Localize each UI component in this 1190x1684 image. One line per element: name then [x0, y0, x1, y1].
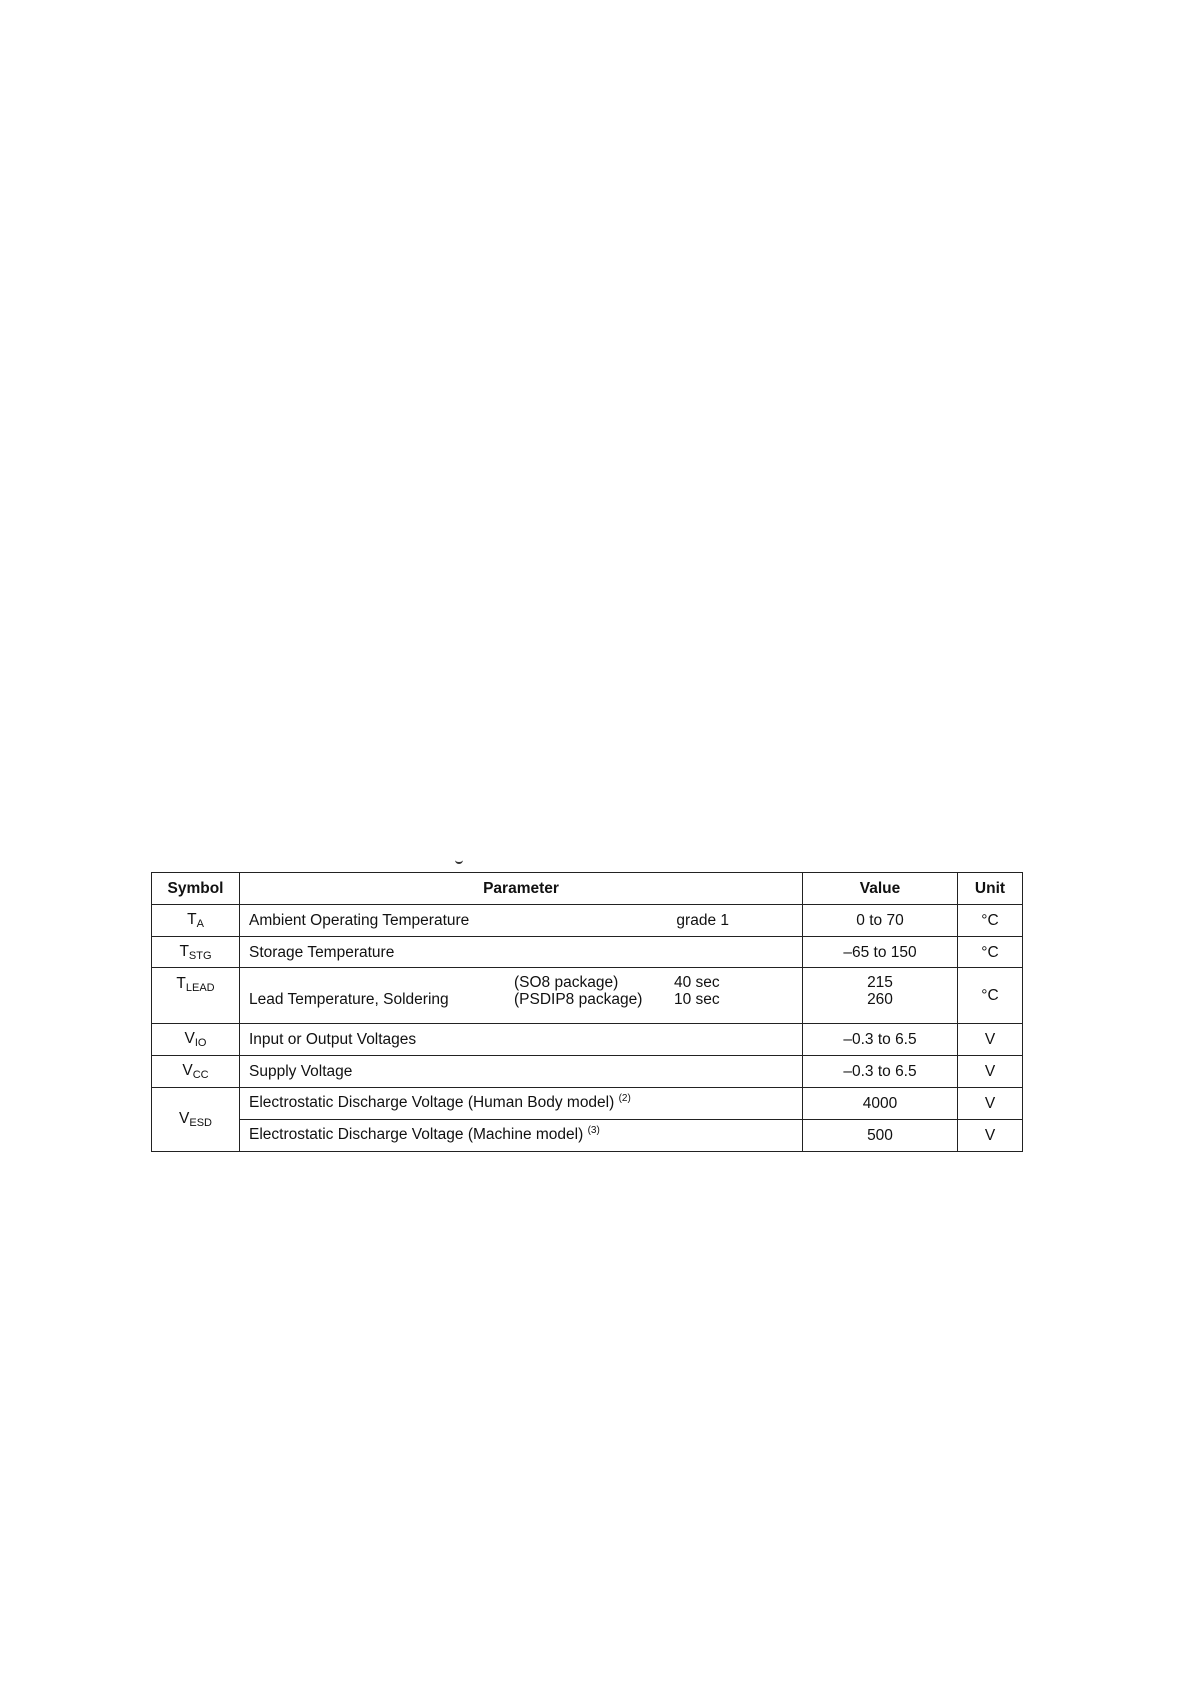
package-so8: (SO8 package): [514, 974, 619, 991]
parameter-cell: [240, 905, 803, 937]
table-row: [152, 1088, 1023, 1120]
symbol-cell: [152, 905, 240, 937]
time-psdip8: 10 sec: [674, 991, 720, 1008]
parameter-cell: Input or Output Voltages: [240, 1024, 803, 1056]
value-cell: 4000: [803, 1088, 958, 1120]
parameter-text: Electrostatic Discharge Voltage (Human Body model): [249, 1094, 615, 1111]
footnote-ref: (3): [587, 1125, 600, 1136]
symbol-cell: [152, 937, 240, 968]
value-cell: –0.3 to 6.5: [803, 1024, 958, 1056]
symbol-main: V: [182, 1062, 193, 1079]
symbol-cell: [152, 968, 240, 1024]
symbol-subscript: LEAD: [185, 982, 215, 994]
parameter-text: Electrostatic Discharge Voltage (Machine model): [249, 1126, 584, 1143]
parameter-text: Lead Temperature, Soldering: [249, 991, 449, 1008]
unit-cell: V: [958, 1120, 1023, 1152]
unit-cell: V: [958, 1088, 1023, 1120]
parameter-cell: Supply Voltage: [240, 1056, 803, 1088]
value-cell: [803, 968, 958, 1024]
table-row: [152, 968, 1023, 1024]
value-cell: –0.3 to 6.5: [803, 1056, 958, 1088]
parameter-cell: [240, 1088, 803, 1120]
symbol-cell: [152, 1056, 240, 1088]
table-row: [152, 1120, 1023, 1152]
value-cell: 500: [803, 1120, 958, 1152]
header-value: Value: [803, 873, 958, 905]
cropped-caption-fragment: [455, 856, 463, 864]
unit-cell: °C: [958, 937, 1023, 968]
header-parameter: Parameter: [240, 873, 803, 905]
parameter-cell: Storage Temperature: [240, 937, 803, 968]
value-psdip8: 260: [867, 991, 893, 1008]
value-cell: –65 to 150: [803, 937, 958, 968]
parameter-cell: [240, 1120, 803, 1152]
package-psdip8: (PSDIP8 package): [514, 991, 643, 1008]
value-cell: 0 to 70: [803, 905, 958, 937]
absolute-maximum-ratings-table: [151, 872, 1023, 1152]
symbol-main: V: [179, 1110, 190, 1127]
symbol-cell: [152, 1088, 240, 1152]
parameter-cell: [240, 968, 803, 1024]
table-row: [152, 1024, 1023, 1056]
symbol-cell: [152, 1024, 240, 1056]
header-symbol: Symbol: [152, 873, 240, 905]
table-row: [152, 1056, 1023, 1088]
package-list: [514, 974, 674, 1008]
symbol-main: T: [179, 942, 189, 960]
table-row: [152, 937, 1023, 968]
unit-cell: V: [958, 1024, 1023, 1056]
symbol-subscript: CC: [192, 1069, 209, 1081]
parameter-grade: grade 1: [676, 912, 729, 929]
unit-cell: °C: [958, 905, 1023, 937]
symbol-subscript: ESD: [189, 1117, 212, 1129]
symbol-main: T: [176, 975, 186, 992]
unit-cell: V: [958, 1056, 1023, 1088]
table-row: [152, 905, 1023, 937]
time-so8: 40 sec: [674, 974, 720, 991]
value-so8: 215: [867, 974, 893, 991]
parameter-text: Ambient Operating Temperature: [249, 912, 470, 929]
symbol-subscript: STG: [188, 949, 212, 962]
footnote-ref: (2): [618, 1093, 631, 1104]
time-list: [674, 974, 720, 1008]
symbol-main: V: [184, 1030, 195, 1047]
header-unit: Unit: [958, 873, 1023, 905]
table-header-row: [152, 873, 1023, 905]
symbol-main: T: [187, 911, 197, 928]
unit-cell: °C: [958, 968, 1023, 1024]
symbol-subscript: A: [196, 918, 204, 930]
symbol-subscript: IO: [194, 1037, 207, 1049]
